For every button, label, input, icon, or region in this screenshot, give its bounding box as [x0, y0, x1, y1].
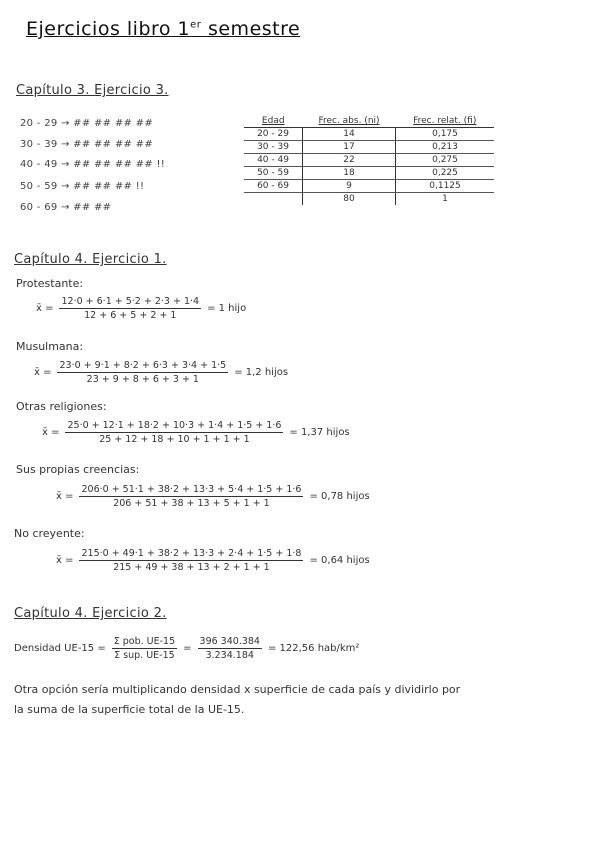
equals-sign: = — [183, 643, 192, 654]
formula-musulmana — [34, 360, 288, 385]
table-header: Frec. relat. (fi) — [396, 115, 495, 128]
formula-lhs: x̄ = — [56, 555, 74, 566]
numerator: 23·0 + 9·1 + 8·2 + 6·3 + 3·4 + 1·5 — [59, 360, 227, 371]
formula-result: = 1,2 hijos — [234, 367, 289, 378]
numerator: Σ pob. UE-15 — [113, 636, 176, 647]
table-row — [244, 141, 494, 154]
tally-range: 60 - 69 — [20, 202, 58, 213]
table-cell: 22 — [303, 154, 396, 167]
denominator: Σ sup. UE-15 — [114, 650, 175, 661]
denominator: 215 + 49 + 38 + 13 + 2 + 1 + 1 — [113, 562, 270, 573]
section2-heading: Capítulo 4. Ejercicio 1. — [14, 252, 167, 267]
formula-lhs: x̄ = — [36, 303, 54, 314]
group-label-creencias: Sus propias creencias: — [16, 463, 140, 476]
density-result: = 122,56 hab/km² — [267, 643, 360, 654]
tally-row-1 — [20, 118, 153, 129]
tally-row-2 — [20, 139, 153, 150]
fraction — [79, 548, 303, 573]
table-row — [244, 180, 494, 193]
tally-range: 50 - 59 — [20, 181, 58, 192]
title-sup: er — [190, 19, 202, 31]
table-row — [244, 167, 494, 180]
numerator: 206·0 + 51·1 + 38·2 + 13·3 + 5·4 + 1·5 + 1·6 — [81, 484, 302, 495]
table-total-row — [244, 193, 494, 206]
tally-row-3 — [20, 159, 165, 170]
fraction — [112, 636, 177, 661]
table-row — [244, 128, 494, 141]
fraction — [65, 420, 283, 445]
tally-marks: → ## ## ## !! — [61, 181, 145, 192]
table-cell — [244, 193, 303, 206]
denominator: 23 + 9 + 8 + 6 + 3 + 1 — [86, 374, 199, 385]
title-main: Ejercicios libro 1 — [26, 18, 191, 40]
tally-range: 20 - 29 — [20, 118, 58, 129]
formula-lhs: x̄ = — [56, 491, 74, 502]
table-cell: 80 — [303, 193, 396, 206]
table-cell: 0,275 — [396, 154, 495, 167]
tally-range: 40 - 49 — [20, 159, 58, 170]
table-row — [244, 154, 494, 167]
density-lhs: Densidad UE-15 = — [14, 643, 106, 654]
formula-result: = 1,37 hijos — [289, 427, 350, 438]
section1-heading: Capítulo 3. Ejercicio 3. — [16, 83, 169, 98]
fraction — [57, 360, 228, 385]
page-title — [26, 18, 300, 40]
formula-result: = 0,78 hijos — [309, 491, 370, 502]
table-cell: 50 - 59 — [244, 167, 303, 180]
numerator: 25·0 + 12·1 + 18·2 + 10·3 + 1·4 + 1·5 + 1·6 — [67, 420, 282, 431]
table-cell: 0,1125 — [396, 180, 495, 193]
group-label-otras: Otras religiones: — [16, 400, 107, 413]
numerator: 12·0 + 6·1 + 5·2 + 2·3 + 1·4 — [61, 296, 200, 307]
denominator: 206 + 51 + 38 + 13 + 5 + 1 + 1 — [113, 498, 270, 509]
table-cell: 0,213 — [396, 141, 495, 154]
table-cell: 0,175 — [396, 128, 495, 141]
table-cell: 1 — [442, 194, 448, 204]
tally-marks: → ## ## ## ## !! — [61, 159, 166, 170]
formula-result: = 1 hijo — [207, 303, 247, 314]
table-cell: 40 - 49 — [244, 154, 303, 167]
tally-range: 30 - 39 — [20, 139, 58, 150]
frequency-table — [244, 115, 494, 205]
numerator: 215·0 + 49·1 + 38·2 + 13·3 + 2·4 + 1·5 + 1·8 — [81, 548, 302, 559]
table-cell: 17 — [303, 141, 396, 154]
tally-row-4 — [20, 181, 144, 192]
tally-row-5 — [20, 202, 111, 213]
tally-marks: → ## ## ## ## — [61, 139, 154, 150]
tally-marks: → ## ## — [61, 202, 112, 213]
table-cell: 0,225 — [396, 167, 495, 180]
density-formula — [14, 636, 359, 661]
table-header: Frec. abs. (ni) — [303, 115, 396, 128]
denominator: 12 + 6 + 5 + 2 + 1 — [84, 310, 177, 321]
table-cell: 18 — [303, 167, 396, 180]
formula-lhs: x̄ = — [42, 427, 60, 438]
section3-heading: Capítulo 4. Ejercicio 2. — [14, 606, 167, 621]
group-label-musulmana: Musulmana: — [16, 340, 84, 353]
table-cell: 30 - 39 — [244, 141, 303, 154]
formula-otras — [42, 420, 350, 445]
note-line-2: la suma de la superficie total de la UE-15. — [14, 703, 245, 716]
table-cell: 14 — [303, 128, 396, 141]
title-tail: semestre — [207, 18, 301, 40]
formula-no-creyente — [56, 548, 370, 573]
fraction — [198, 636, 262, 661]
table-cell: 20 - 29 — [244, 128, 303, 141]
group-label-protestante: Protestante: — [16, 277, 84, 290]
fraction — [59, 296, 201, 321]
numerator: 396 340.384 — [199, 636, 260, 647]
formula-creencias — [56, 484, 370, 509]
tally-marks: → ## ## ## ## — [61, 118, 154, 129]
formula-result: = 0,64 hijos — [309, 555, 370, 566]
group-label-no-creyente: No creyente: — [14, 527, 85, 540]
formula-lhs: x̄ = — [34, 367, 52, 378]
denominator: 3.234.184 — [205, 650, 254, 661]
table-cell: 9 — [303, 180, 396, 193]
table-header-row — [244, 115, 494, 128]
denominator: 25 + 12 + 18 + 10 + 1 + 1 + 1 — [99, 434, 250, 445]
table-cell: 60 - 69 — [244, 180, 303, 193]
table-header: Edad — [244, 115, 303, 128]
note-line-1: Otra opción sería multiplicando densidad x superficie de cada país y dividirlo por — [14, 683, 461, 696]
formula-protestante — [36, 296, 246, 321]
fraction — [79, 484, 303, 509]
